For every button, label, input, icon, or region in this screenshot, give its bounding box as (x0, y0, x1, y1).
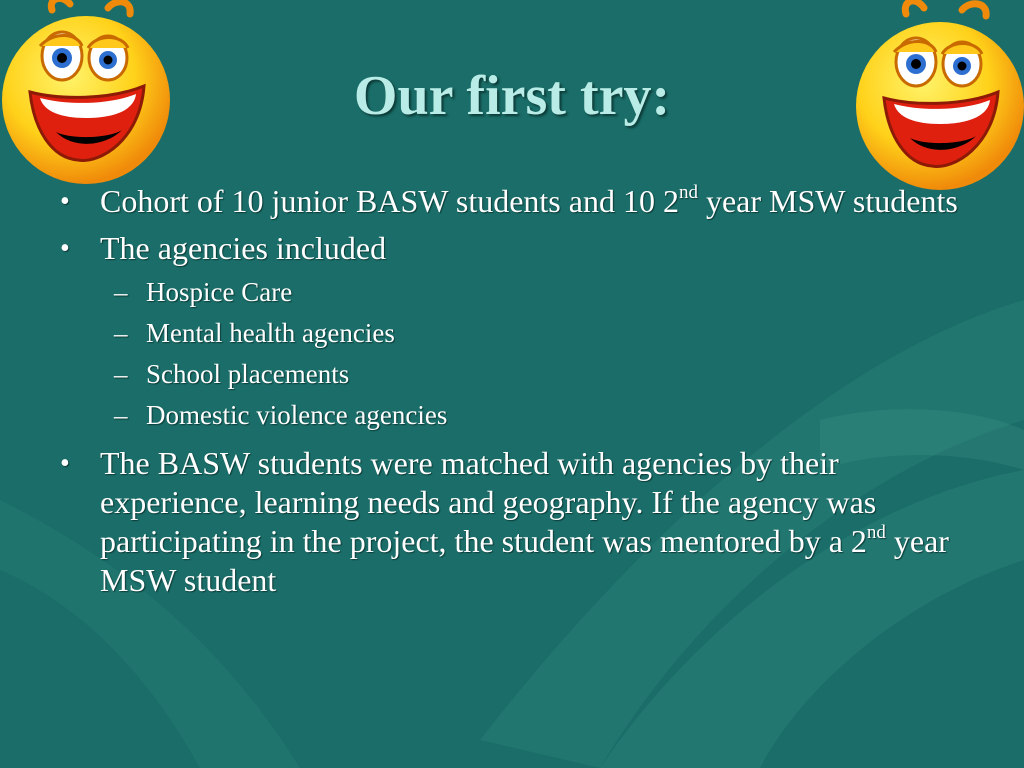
dash-glyph: – (114, 318, 128, 348)
sub-bullet-text: Domestic violence agencies (146, 400, 448, 430)
bullet-superscript: nd (866, 522, 886, 544)
bullet-text: The BASW students were matched with agencies by their experience, learning needs and geography. If the agency was participating in the project, the student was mentored by a 2 (100, 445, 877, 559)
sub-bullet-item (100, 395, 976, 436)
sub-bullet-item (100, 313, 976, 354)
bullet-item-matching (56, 444, 976, 600)
dash-glyph: – (114, 277, 128, 307)
bullet-list (56, 182, 976, 600)
bullet-glyph: • (60, 186, 70, 217)
sub-bullet-item (100, 354, 976, 395)
dash-glyph: – (114, 359, 128, 389)
sub-bullet-list (100, 272, 976, 436)
bullet-item-agencies (56, 229, 976, 436)
bullet-superscript: nd (678, 182, 698, 204)
slide-title: Our first try: (353, 65, 671, 127)
bullet-text-tail: year MSW students (697, 183, 958, 219)
bullet-glyph: • (60, 448, 70, 479)
bullet-text: The agencies included (100, 230, 387, 266)
bullet-text-tail: year MSW student (100, 523, 949, 598)
bullet-item-cohort (56, 182, 976, 221)
bullet-text: Cohort of 10 junior BASW students and 10 2 (100, 183, 679, 219)
sub-bullet-text: School placements (146, 359, 350, 389)
bullet-glyph: • (60, 233, 70, 264)
sub-bullet-text: Hospice Care (146, 277, 293, 307)
sub-bullet-text: Mental health agencies (146, 318, 395, 348)
sub-bullet-item (100, 272, 976, 313)
slide-body (56, 182, 976, 608)
dash-glyph: – (114, 400, 128, 430)
